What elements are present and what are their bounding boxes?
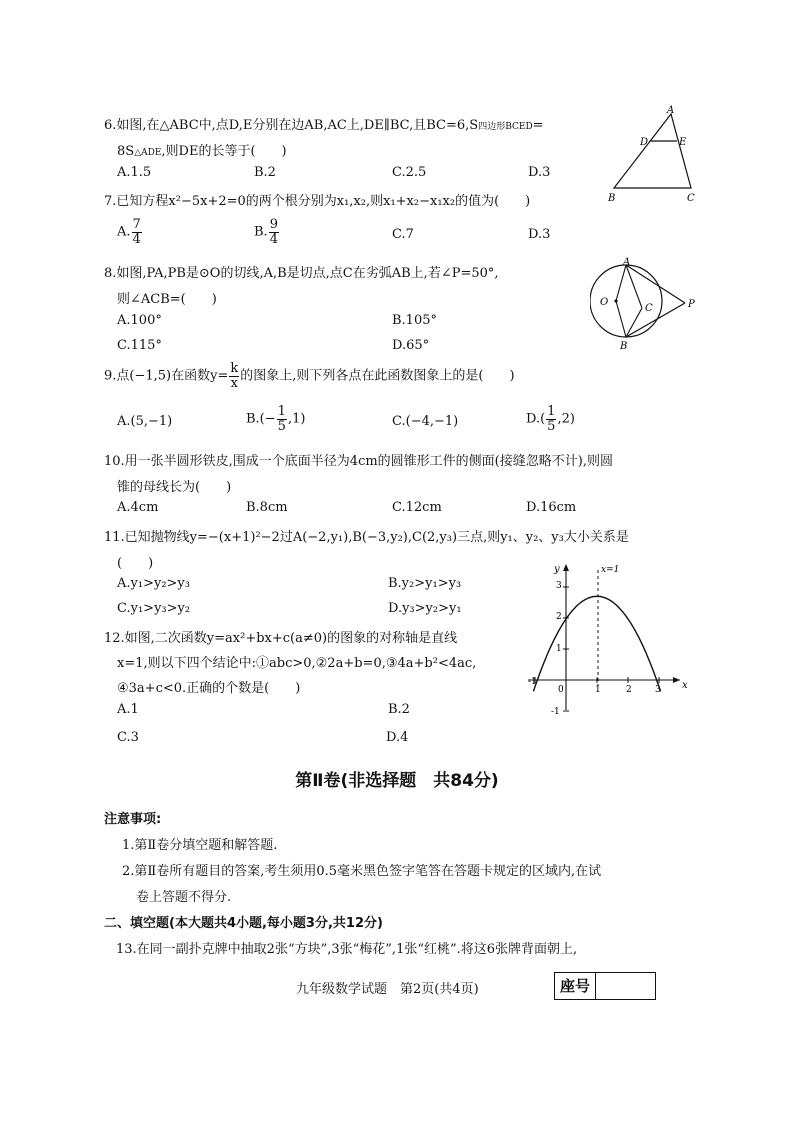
tangent-pa xyxy=(626,265,685,303)
q6-line2 xyxy=(117,140,287,159)
q12-option-a: A.1 xyxy=(117,702,139,717)
q8-line2: 则∠ACB=( ) xyxy=(117,292,217,307)
denominator: 5 xyxy=(277,418,286,434)
section-title: 第Ⅱ卷(非选择题 共84分) xyxy=(295,771,499,791)
q10-option-d: D.16cm xyxy=(526,500,577,515)
label-e: E xyxy=(679,137,687,148)
q6-option-b: B.2 xyxy=(254,165,276,180)
q11-option-b: B.y₂>y₁>y₃ xyxy=(388,576,462,591)
q9-option-b xyxy=(246,405,305,433)
label-p: P xyxy=(688,299,695,310)
q6-line1 xyxy=(104,114,544,133)
q6-triangle-figure xyxy=(604,104,702,204)
q11-option-a: A.y₁>y₂>y₃ xyxy=(117,576,190,591)
q11-option-d: D.y₃>y₂>y₁ xyxy=(388,601,462,616)
numerator: 1 xyxy=(547,404,556,419)
q8-circle-figure xyxy=(590,256,700,351)
label-c: C xyxy=(645,303,653,314)
q9-stem xyxy=(104,362,515,390)
q12-option-c: C.3 xyxy=(117,730,139,745)
q6-line1-end: = xyxy=(532,118,544,133)
label-a: A xyxy=(623,257,631,268)
q13-line1: 13.在同一副扑克牌中抽取2张“方块”,3张“梅花”,1张“红桃”.将这6张牌背面朝上, xyxy=(116,942,578,957)
q12-option-d: D.4 xyxy=(386,730,409,745)
y-tick-1: 1 xyxy=(556,644,562,654)
q9-stem-fraction xyxy=(229,362,239,390)
numerator: 1 xyxy=(277,404,286,419)
q12-parabola-graph xyxy=(520,560,700,720)
y-tick-2: 2 xyxy=(556,612,562,622)
q8-option-a: A.100° xyxy=(117,313,162,328)
q7-option-d: D.3 xyxy=(528,227,551,242)
q7-option-b xyxy=(254,218,280,246)
x-tick-neg1: -1 xyxy=(528,677,537,687)
q9-option-b-fraction xyxy=(277,405,287,433)
q7-option-a xyxy=(117,218,143,246)
q9-stem-end: 的图象上,则下列各点在此函数图象上的是( ) xyxy=(240,368,515,384)
q8-line1: 8.如图,PA,PB是⊙O的切线,A,B是切点,点C在劣弧AB上,若∠P=50°, xyxy=(104,266,499,281)
q6-line2-end: ,则DE的长等于( ) xyxy=(161,144,287,159)
numerator: k xyxy=(230,361,239,376)
label-a: A xyxy=(667,105,675,116)
q10-option-a: A.4cm xyxy=(117,500,159,515)
q6-option-d: D.3 xyxy=(528,165,551,180)
q12-option-b: B.2 xyxy=(388,702,410,717)
segment-ob xyxy=(616,301,626,337)
q6-line1-subscript: 四边形BCED xyxy=(478,122,533,132)
seat-number-label: 座号 xyxy=(555,973,596,999)
q9-option-b-end: ,1) xyxy=(287,411,306,427)
q10-option-c: C.12cm xyxy=(392,500,442,515)
label-o: O xyxy=(600,297,609,308)
q6-line1-text: 6.如图,在△ABC中,点D,E分别在边AB,AC上,DE∥BC,且BC=6,S xyxy=(104,118,479,133)
denominator: 4 xyxy=(269,231,278,247)
y-tick-3: 3 xyxy=(556,581,562,591)
part2-heading: 二、填空题(本大题共4小题,每小题3分,共12分) xyxy=(104,916,383,931)
x-axis-label: x xyxy=(682,680,688,691)
q9-option-d-fraction xyxy=(546,405,556,433)
q7-stem: 7.已知方程x²−5x+2=0的两个根分别为x₁,x₂,则x₁+x₂−x₁x₂的值为( ) xyxy=(104,194,531,209)
y-tick-neg1: -1 xyxy=(551,707,560,717)
q10-line1: 10.用一张半圆形铁皮,围成一个底面半径为4cm的圆锥形工件的侧面(接缝忽略不计),则圆 xyxy=(104,454,613,469)
note-2-line2: 卷上答题不得分. xyxy=(136,890,232,905)
q7-option-b-prefix: B. xyxy=(254,224,268,240)
x-tick-1: 1 xyxy=(595,685,601,695)
q9-option-d xyxy=(526,405,575,433)
q9-option-d-end: ,2) xyxy=(557,411,575,427)
triangle-abc xyxy=(614,114,691,188)
denominator: 5 xyxy=(547,418,556,434)
seat-number-box xyxy=(554,972,656,1000)
y-axis-label: y xyxy=(554,564,560,575)
q7-option-a-fraction xyxy=(132,218,142,246)
q8-option-c: C.115° xyxy=(117,338,162,353)
q9-option-b-start: B.(− xyxy=(246,411,276,427)
q6-option-a: A.1.5 xyxy=(117,165,152,180)
denominator: 4 xyxy=(132,231,141,247)
q10-line2: 锥的母线长为( ) xyxy=(117,480,232,495)
q10-option-b: B.8cm xyxy=(246,500,288,515)
segment-ac xyxy=(626,265,642,308)
note-1: 1.第Ⅱ卷分填空题和解答题. xyxy=(122,838,278,853)
q12-line3: ④3a+c<0.正确的个数是( ) xyxy=(117,681,301,696)
point-o xyxy=(614,299,617,302)
q7-option-a-prefix: A. xyxy=(117,224,131,240)
q7-option-b-fraction xyxy=(269,218,279,246)
q8-option-b: B.105° xyxy=(392,313,437,328)
x-axis-arrow xyxy=(673,677,680,683)
denominator: x xyxy=(230,375,238,391)
x-tick-2: 2 xyxy=(626,685,632,695)
note-2-line1: 2.第Ⅱ卷所有题目的答案,考生须用0.5毫米黑色签字笔答在答题卡规定的区域内,在试 xyxy=(122,864,602,879)
numerator: 7 xyxy=(132,217,141,232)
q9-option-d-start: D.( xyxy=(526,411,546,427)
label-b: B xyxy=(608,193,616,204)
label-b: B xyxy=(620,341,628,351)
q12-line1: 12.如图,二次函数y=ax²+bx+c(a≠0)的图象的对称轴是直线 xyxy=(104,631,458,646)
label-d: D xyxy=(640,137,649,148)
q9-option-a: A.(5,−1) xyxy=(117,414,173,429)
label-c: C xyxy=(687,193,695,204)
q9-stem-start: 9.点(−1,5)在函数y= xyxy=(104,368,229,384)
q8-option-d: D.65° xyxy=(392,338,430,353)
q6-option-c: C.2.5 xyxy=(392,165,427,180)
q9-option-c: C.(−4,−1) xyxy=(392,414,459,429)
q11-option-c: C.y₁>y₃>y₂ xyxy=(117,601,191,616)
q11-line1: 11.已知抛物线y=−(x+1)²−2过A(−2,y₁),B(−3,y₂),C(2,y₃)三点,则y₁、y₂、y₃大小关系是 xyxy=(104,530,629,545)
x-tick-0: 0 xyxy=(558,685,564,695)
q6-line2-text: 8S xyxy=(117,144,135,159)
page-footer: 九年级数学试题 第2页(共4页) xyxy=(296,982,479,997)
q7-option-c: C.7 xyxy=(392,227,414,242)
symmetry-line-label: x=1 xyxy=(601,565,620,575)
notes-heading: 注意事项: xyxy=(104,812,162,827)
segment-oa xyxy=(616,265,626,301)
x-tick-3: 3 xyxy=(655,685,661,695)
y-axis-arrow xyxy=(563,564,569,571)
numerator: 9 xyxy=(269,217,278,232)
q6-line2-subscript: △ADE xyxy=(134,148,162,158)
q11-line2: ( ) xyxy=(117,556,154,571)
q12-line2: x=1,则以下四个结论中:①abc>0,②2a+b=0,③4a+b²<4ac, xyxy=(117,656,477,671)
